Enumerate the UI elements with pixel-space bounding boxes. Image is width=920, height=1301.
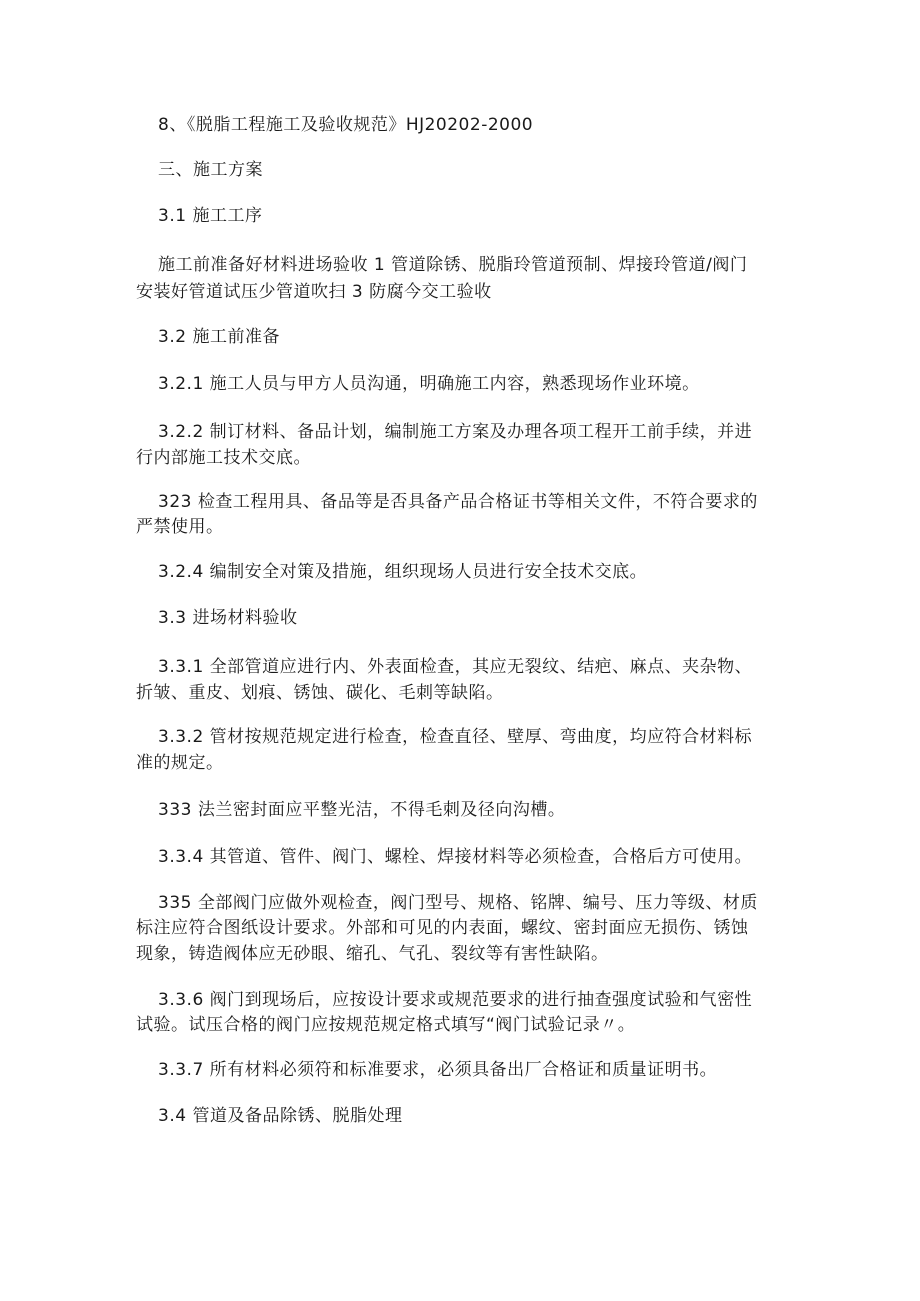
paragraph-line: 准的规定。 bbox=[136, 753, 224, 773]
paragraph-line: 3.3.6 阀门到现场后，应按设计要求或规范要求的进行抽查强度试验和气密性 bbox=[158, 990, 753, 1010]
paragraph-line: 3.2.1 施工人员与甲方人员沟通，明确施工内容，熟悉现场作业环境。 bbox=[158, 374, 700, 394]
paragraph-line: 折皱、重皮、划痕、锈蚀、碳化、毛刺等缺陷。 bbox=[136, 683, 504, 703]
paragraph-line: 335 全部阀门应做外观检查，阀门型号、规格、铭牌、编号、压力等级、材质 bbox=[158, 893, 758, 913]
subsection-heading-3-3: 3.3 进场材料验收 bbox=[158, 608, 298, 628]
paragraph-line: 3.3.7 所有材料必须符和标准要求，必须具备出厂合格证和质量证明书。 bbox=[158, 1060, 718, 1080]
subsection-heading-3-4: 3.4 管道及备品除锈、脱脂处理 bbox=[158, 1106, 403, 1126]
paragraph-line: 3.2.2 制订材料、备品计划，编制施工方案及办理各项工程开工前手续，并进 bbox=[158, 422, 753, 442]
paragraph-line: 标注应符合图纸设计要求。外部和可见的内表面，螺纹、密封面应无损伤、锈蚀 bbox=[136, 918, 749, 938]
paragraph-line: 严禁使用。 bbox=[136, 517, 224, 537]
section-heading-3: 三、施工方案 bbox=[158, 160, 263, 180]
paragraph-line: 323 检查工程用具、备品等是否具备产品合格证书等相关文件，不符合要求的 bbox=[158, 492, 758, 512]
paragraph-line: 试验。试压合格的阀门应按规范规定格式填写“阀门试验记录〃。 bbox=[136, 1015, 636, 1035]
paragraph-line: 施工前准备好材料进场验收 1 管道除锈、脱脂玲管道预制、焊接玲管道/阀门 bbox=[158, 255, 748, 275]
paragraph-line: 333 法兰密封面应平整光洁，不得毛刺及径向沟槽。 bbox=[158, 800, 566, 820]
paragraph-line: 行内部施工技术交底。 bbox=[136, 448, 311, 468]
subsection-heading-3-2: 3.2 施工前准备 bbox=[158, 327, 280, 347]
reference-item-8: 8、《脱脂工程施工及验收规范》HJ20202-2000 bbox=[158, 115, 534, 135]
paragraph-line: 现象，铸造阀体应无砂眼、缩孔、气孔、裂纹等有害性缺陷。 bbox=[136, 944, 609, 964]
paragraph-line: 3.3.4 其管道、管件、阀门、螺栓、焊接材料等必须检查，合格后方可使用。 bbox=[158, 847, 753, 867]
paragraph-line: 3.2.4 编制安全对策及措施，组织现场人员进行安全技术交底。 bbox=[158, 562, 648, 582]
paragraph-line: 安装好管道试压少管道吹扫 3 防腐今交工验收 bbox=[136, 282, 492, 302]
subsection-heading-3-1: 3.1 施工工序 bbox=[158, 206, 263, 226]
paragraph-line: 3.3.2 管材按规范规定进行检查，检查直径、壁厚、弯曲度，均应符合材料标 bbox=[158, 727, 753, 747]
paragraph-line: 3.3.1 全部管道应进行内、外表面检查，其应无裂纹、结疤、麻点、夹杂物、 bbox=[158, 657, 753, 677]
